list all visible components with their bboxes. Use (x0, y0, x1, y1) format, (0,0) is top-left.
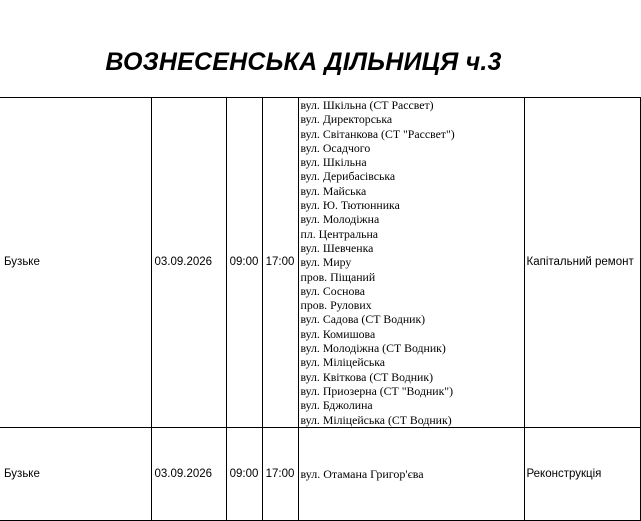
streets-cell (298, 98, 524, 428)
work-type-cell: Капітальний ремонт (524, 98, 640, 428)
street-item: вул. Світанкова (СТ "Рассвет") (300, 126, 455, 141)
start-time-cell: 09:00 (226, 98, 262, 428)
end-time-cell: 17:00 (262, 98, 298, 428)
street-item: вул. Миру (300, 255, 352, 270)
street-item: вул. Міліцейська (СТ Водник) (300, 412, 452, 427)
date-cell: 03.09.2026 (151, 98, 226, 428)
street-item: пров. Рулових (300, 298, 372, 313)
work-type-cell: Реконструкція (524, 427, 640, 520)
schedule-table (0, 97, 641, 521)
locality-cell: Бузьке (0, 98, 151, 428)
street-item: пл. Центральна (300, 226, 379, 241)
street-item: пров. Піщаний (300, 269, 376, 284)
street-item: вул. Садова (СТ Водник) (300, 312, 426, 327)
date-cell: 03.09.2026 (151, 427, 226, 520)
street-item: вул. Приозерна (СТ "Водник") (300, 383, 454, 398)
street-item: вул. Бджолина (300, 398, 373, 413)
locality-cell: Бузьке (0, 427, 151, 520)
street-item: вул. Ю. Тютюнника (300, 198, 400, 213)
table-row (0, 98, 640, 428)
end-time-cell: 17:00 (262, 427, 298, 520)
street-item: вул. Отамана Григор'єва (300, 466, 424, 481)
street-item: вул. Шкільна (СТ Рассвет) (300, 98, 434, 112)
street-item: вул. Осадчого (300, 140, 371, 155)
street-item: вул. Шевченка (300, 240, 374, 255)
street-item: вул. Шкільна (300, 155, 367, 170)
start-time-cell: 09:00 (226, 427, 262, 520)
street-item: вул. Молодіжна (300, 212, 380, 227)
street-item: вул. Молодіжна (СТ Водник) (300, 341, 446, 356)
street-item: вул. Квіткова (СТ Водник) (300, 369, 434, 384)
street-item: вул. Соснова (300, 283, 365, 298)
street-item: вул. Міліцейська (300, 355, 386, 370)
street-item: вул. Майська (300, 183, 367, 198)
table-row (0, 427, 640, 520)
street-item: вул. Дерибасівська (300, 169, 396, 184)
street-item: вул. Директорська (300, 112, 393, 127)
page-title: ВОЗНЕСЕНСЬКА ДІЛЬНИЦЯ ч.3 (105, 48, 502, 76)
streets-cell (298, 427, 524, 520)
street-item: вул. Комишова (300, 326, 376, 341)
